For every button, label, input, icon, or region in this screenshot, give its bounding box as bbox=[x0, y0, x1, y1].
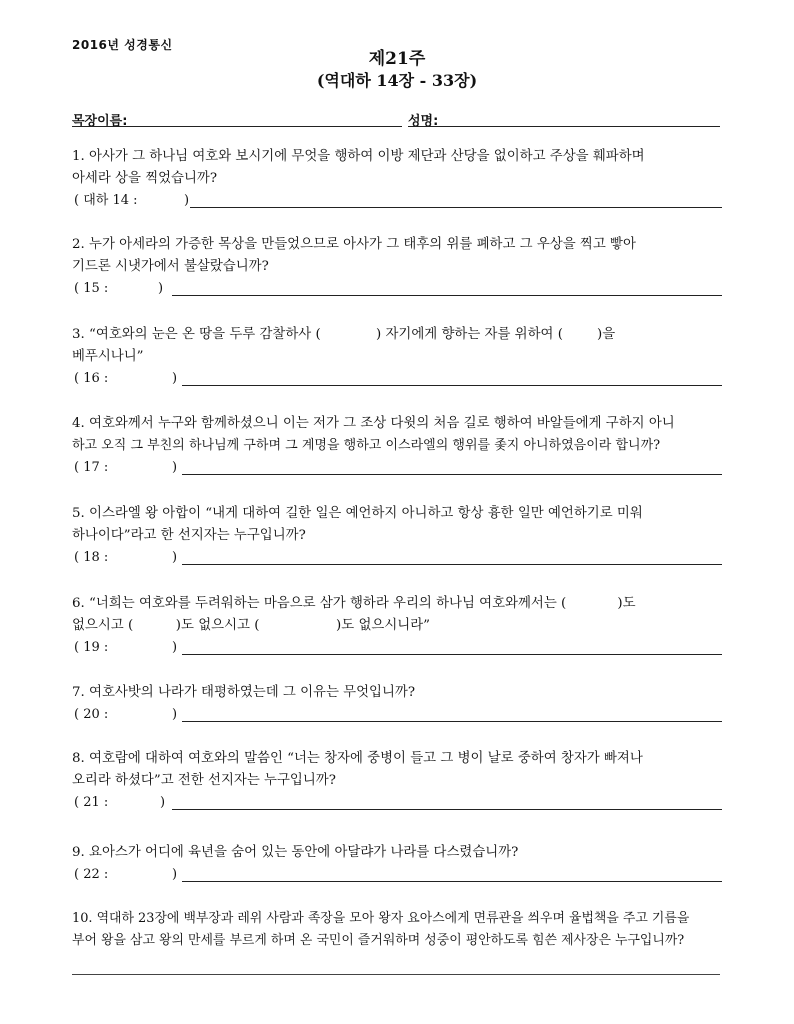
question-1-line-2: 아세라 상을 찍었습니까? bbox=[72, 171, 218, 186]
reference-close: ) bbox=[172, 867, 178, 882]
reference-close: ) bbox=[172, 550, 178, 565]
parish-input-line[interactable] bbox=[72, 126, 402, 127]
answer-line-1[interactable] bbox=[190, 207, 722, 208]
reference-open: ( 22 : bbox=[74, 867, 109, 882]
answer-row-4 bbox=[72, 457, 722, 479]
chapter-range: (역대하 14장 - 33장) bbox=[316, 71, 478, 90]
reference-close: ) bbox=[172, 707, 178, 722]
parish-label: 목장이름: bbox=[72, 114, 128, 129]
question-4-line-1: 4. 여호와께서 누구와 함께하셨으니 이는 저가 그 조상 다윗의 처음 길로 행하여 바알들에게 구하지 아니 bbox=[72, 416, 675, 431]
answer-line-8[interactable] bbox=[172, 809, 722, 810]
question-6-line-1: 6. “너희는 여호와를 두려워하는 마음으로 삼가 행하라 우리의 하나님 여호와께서는 ( )도 bbox=[72, 596, 636, 611]
question-8-line-1: 8. 여호람에 대하여 여호와의 말씀인 “너는 창자에 중병이 들고 그 병이 날로 중하여 창자가 빠져나 bbox=[72, 751, 643, 766]
answer-row-9 bbox=[72, 864, 722, 886]
question-5-line-2: 하나이다”라고 한 선지자는 누구입니까? bbox=[72, 528, 306, 543]
question-5 bbox=[72, 503, 722, 569]
answer-row-5 bbox=[72, 547, 722, 569]
reference-close: ) bbox=[172, 640, 178, 655]
question-3 bbox=[72, 324, 722, 390]
question-2 bbox=[72, 234, 722, 300]
answer-row-3 bbox=[72, 368, 722, 390]
name-label: 성명: bbox=[408, 114, 439, 129]
title-block bbox=[0, 48, 794, 92]
reference-close: ) bbox=[172, 371, 178, 386]
question-10 bbox=[72, 908, 722, 952]
answer-line-7[interactable] bbox=[182, 721, 722, 722]
question-6-line-2: 없으시고 ( )도 없으시고 ( )도 없으시니라” bbox=[72, 618, 430, 633]
meta-row bbox=[72, 110, 720, 128]
reference-open: ( 19 : bbox=[74, 640, 109, 655]
reference-open: ( 16 : bbox=[74, 371, 109, 386]
question-8 bbox=[72, 748, 722, 814]
question-8-line-2: 오리라 하셨다”고 전한 선지자는 누구입니까? bbox=[72, 773, 336, 788]
answer-line-3[interactable] bbox=[182, 385, 722, 386]
reference-close: ) bbox=[172, 460, 178, 475]
answer-row-7 bbox=[72, 704, 722, 726]
question-9-line-1: 9. 요아스가 어디에 육년을 숨어 있는 동안에 아달랴가 나라를 다스렸습니까? bbox=[72, 845, 519, 860]
reference-open: ( 17 : bbox=[74, 460, 109, 475]
reference-close: ) bbox=[160, 795, 166, 810]
question-5-line-1: 5. 이스라엘 왕 아합이 “내게 대하여 길한 일은 예언하지 아니하고 항상 흉한 일만 예언하기로 미워 bbox=[72, 506, 643, 521]
question-4-line-2: 하고 오직 그 부친의 하나님께 구하며 그 계명을 행하고 이스라엘의 행위를 좇지 아니하였음이라 합니까? bbox=[72, 438, 661, 453]
reference-open: ( 대하 14 : bbox=[74, 193, 138, 208]
answer-row-8 bbox=[72, 792, 722, 814]
question-2-line-2: 기드론 시냇가에서 불살랐습니까? bbox=[72, 259, 269, 274]
question-7 bbox=[72, 682, 722, 726]
answer-line-4[interactable] bbox=[182, 474, 722, 475]
answer-row-6 bbox=[72, 637, 722, 659]
answer-line-2[interactable] bbox=[172, 295, 722, 296]
question-2-line-1: 2. 누가 아세라의 가증한 목상을 만들었으므로 아사가 그 태후의 위를 폐하고 그 우상을 찍고 빻아 bbox=[72, 237, 636, 252]
reference-open: ( 20 : bbox=[74, 707, 109, 722]
reference-close: ) bbox=[158, 281, 164, 296]
reference-open: ( 15 : bbox=[74, 281, 109, 296]
question-6 bbox=[72, 593, 722, 659]
question-1-line-1: 1. 아사가 그 하나님 여호와 보시기에 무엇을 행하여 이방 제단과 산당을 없이하고 주상을 훼파하며 bbox=[72, 149, 645, 164]
reference-close: ) bbox=[184, 193, 190, 208]
question-4 bbox=[72, 413, 722, 479]
reference-open: ( 18 : bbox=[74, 550, 109, 565]
question-10-line-1: 10. 역대하 23장에 백부장과 레위 사람과 족장을 모아 왕자 요아스에게 면류관을 씌우며 율법책을 주고 기름을 bbox=[72, 911, 690, 926]
name-input-line[interactable] bbox=[408, 126, 720, 127]
answer-row-2 bbox=[72, 278, 722, 300]
question-3-line-1: 3. “여호와의 눈은 온 땅을 두루 감찰하사 ( ) 자기에게 향하는 자를 위하여 ( )을 bbox=[72, 327, 616, 342]
question-9 bbox=[72, 842, 722, 886]
question-3-line-2: 베푸시나니” bbox=[72, 349, 144, 364]
header-label: 2016년 성경통신 bbox=[72, 38, 173, 52]
answer-row-1 bbox=[72, 190, 722, 212]
answer-line-9[interactable] bbox=[182, 881, 722, 882]
answer-line-5[interactable] bbox=[182, 564, 722, 565]
answer-line-10[interactable] bbox=[72, 974, 720, 975]
question-7-line-1: 7. 여호사밧의 나라가 태평하였는데 그 이유는 무엇입니까? bbox=[72, 685, 416, 700]
reference-open: ( 21 : bbox=[74, 795, 109, 810]
question-1 bbox=[72, 146, 722, 212]
week-title: 제21주 bbox=[368, 49, 426, 69]
answer-line-6[interactable] bbox=[182, 654, 722, 655]
question-10-line-2: 부어 왕을 삼고 왕의 만세를 부르게 하며 온 국민이 즐거워하며 성중이 평안하도록 힘쓴 제사장은 누구입니까? bbox=[72, 933, 685, 948]
